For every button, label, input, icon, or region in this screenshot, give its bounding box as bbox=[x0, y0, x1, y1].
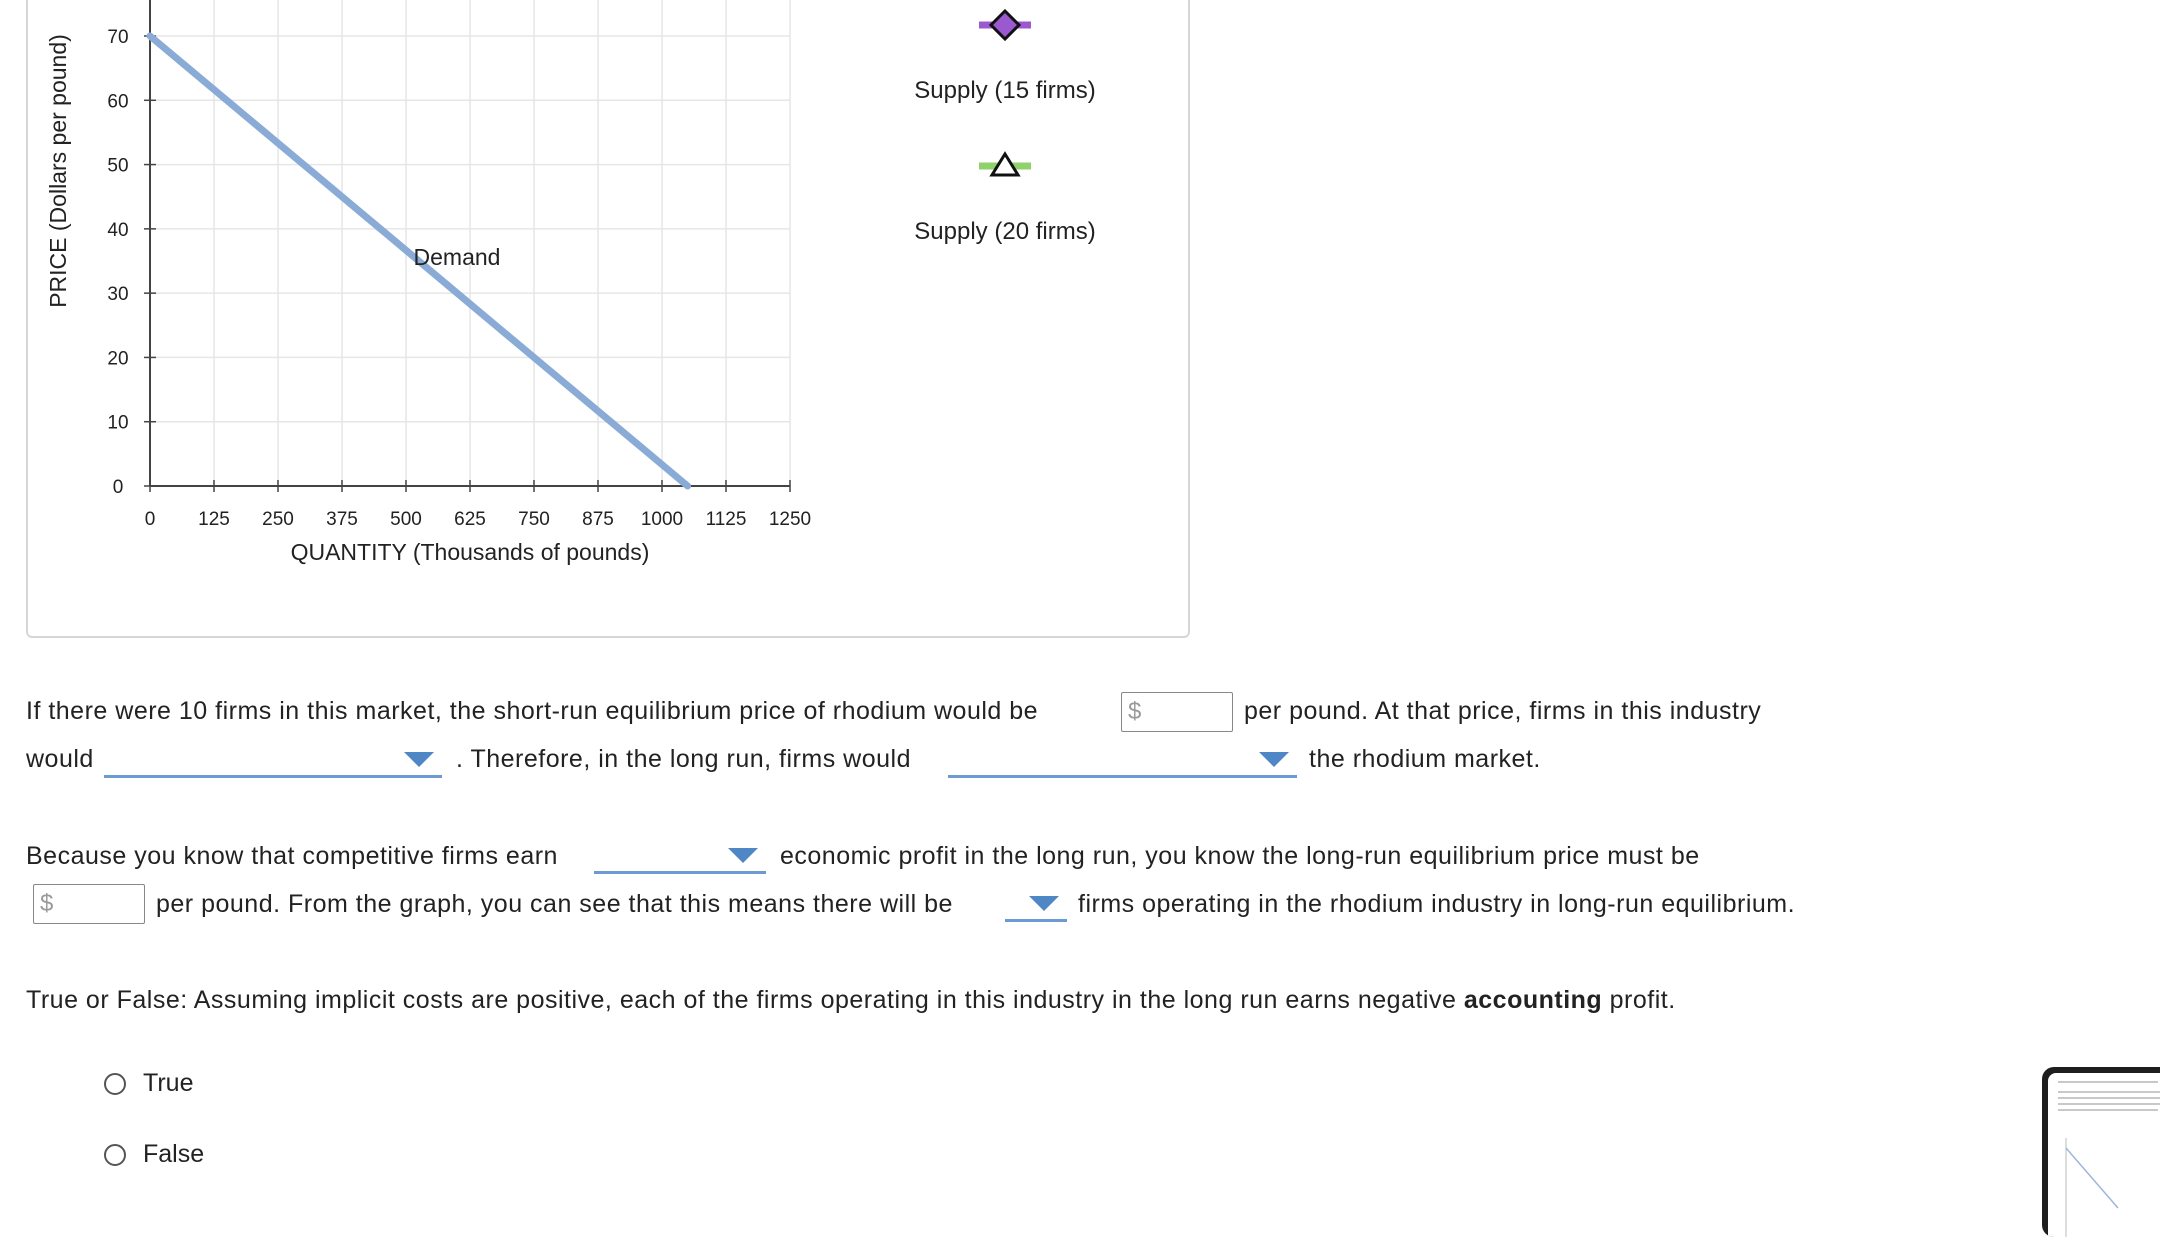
x-tick-label: 1000 bbox=[640, 509, 684, 530]
q1-text-5: the rhodium market. bbox=[1309, 745, 1541, 773]
q1-text-3: would bbox=[26, 745, 94, 773]
q2-num-firms-dropdown[interactable] bbox=[1005, 882, 1067, 922]
radio-button-icon[interactable] bbox=[104, 1073, 126, 1095]
q2-text-1: Because you know that competitive firms earn bbox=[26, 842, 558, 870]
x-tick-label: 500 bbox=[390, 509, 422, 530]
supply-demand-chart[interactable] bbox=[28, 0, 1192, 640]
x-tick-label: 875 bbox=[582, 509, 614, 530]
q1-text-2: per pound. At that price, firms in this industry bbox=[1244, 697, 1762, 725]
demand-label: Demand bbox=[413, 244, 501, 270]
q1-text-1: If there were 10 firms in this market, the short-run equilibrium price of rhodium would be bbox=[26, 697, 1039, 725]
x-tick-label: 625 bbox=[454, 509, 486, 530]
x-tick-label: 0 bbox=[144, 509, 156, 530]
q3-suffix: profit. bbox=[1609, 986, 1676, 1014]
y-tick-label: 60 bbox=[107, 91, 129, 113]
x-tick-label: 125 bbox=[198, 509, 230, 530]
chevron-down-icon bbox=[728, 848, 758, 863]
q3-prefix: True or False: Assuming implicit costs are positive, each of the firms operating in this industry in the long run earns negative bbox=[26, 986, 1457, 1014]
x-tick-label: 1250 bbox=[768, 509, 812, 530]
q2-text-2: economic profit in the long run, you know the long-run equilibrium price must be bbox=[780, 842, 1700, 870]
legend-label: Supply (20 firms) bbox=[914, 218, 1096, 245]
diamond-marker-icon bbox=[991, 11, 1019, 39]
radio-label-true: True bbox=[143, 1069, 194, 1097]
dollar-sign: $ bbox=[1128, 698, 1142, 725]
x-tick-label: 750 bbox=[518, 509, 550, 530]
chevron-down-icon bbox=[1259, 752, 1289, 767]
dollar-sign: $ bbox=[40, 890, 54, 917]
y-tick-label: 40 bbox=[107, 219, 129, 241]
legend-item[interactable] bbox=[914, 154, 1095, 245]
x-tick-label: 250 bbox=[262, 509, 294, 530]
q3-bold-word: accounting bbox=[1463, 986, 1603, 1014]
radio-option-true[interactable] bbox=[104, 1069, 193, 1098]
q1-price-input[interactable] bbox=[1121, 692, 1233, 732]
radio-option-false[interactable] bbox=[104, 1140, 204, 1169]
y-axis-title: PRICE (Dollars per pound) bbox=[45, 34, 71, 308]
x-tick-label: 1125 bbox=[705, 509, 747, 530]
y-tick-label: 30 bbox=[107, 284, 129, 306]
thumbnail-preview bbox=[2048, 1073, 2160, 1237]
q2-text-4: firms operating in the rhodium industry in long-run equilibrium. bbox=[1078, 890, 1796, 918]
legend-item[interactable] bbox=[914, 11, 1095, 104]
chevron-down-icon bbox=[404, 752, 434, 767]
page-thumbnail[interactable] bbox=[2042, 1067, 2160, 1237]
y-tick-label: 50 bbox=[107, 155, 129, 177]
graph-panel bbox=[26, 0, 1190, 638]
q2-price-input[interactable] bbox=[33, 884, 145, 924]
q3-statement bbox=[26, 986, 1676, 1015]
y-tick-label: 0 bbox=[112, 477, 124, 498]
q2-text-3: per pound. From the graph, you can see that this means there will be bbox=[156, 890, 953, 918]
q1-text-4: . Therefore, in the long run, firms would bbox=[456, 745, 911, 773]
radio-label-false: False bbox=[143, 1140, 205, 1168]
radio-button-icon[interactable] bbox=[104, 1144, 126, 1166]
x-tick-label: 375 bbox=[326, 509, 358, 530]
q1-profit-dropdown[interactable] bbox=[104, 738, 442, 778]
q1-entry-exit-dropdown[interactable] bbox=[948, 738, 1297, 778]
y-tick-label: 20 bbox=[107, 348, 129, 370]
y-tick-label: 70 bbox=[107, 27, 129, 48]
q2-economic-profit-dropdown[interactable] bbox=[594, 834, 766, 874]
y-tick-label: 10 bbox=[107, 412, 129, 434]
legend-label: Supply (15 firms) bbox=[914, 77, 1096, 104]
chevron-down-icon bbox=[1029, 896, 1059, 911]
x-axis-title: QUANTITY (Thousands of pounds) bbox=[290, 539, 650, 565]
